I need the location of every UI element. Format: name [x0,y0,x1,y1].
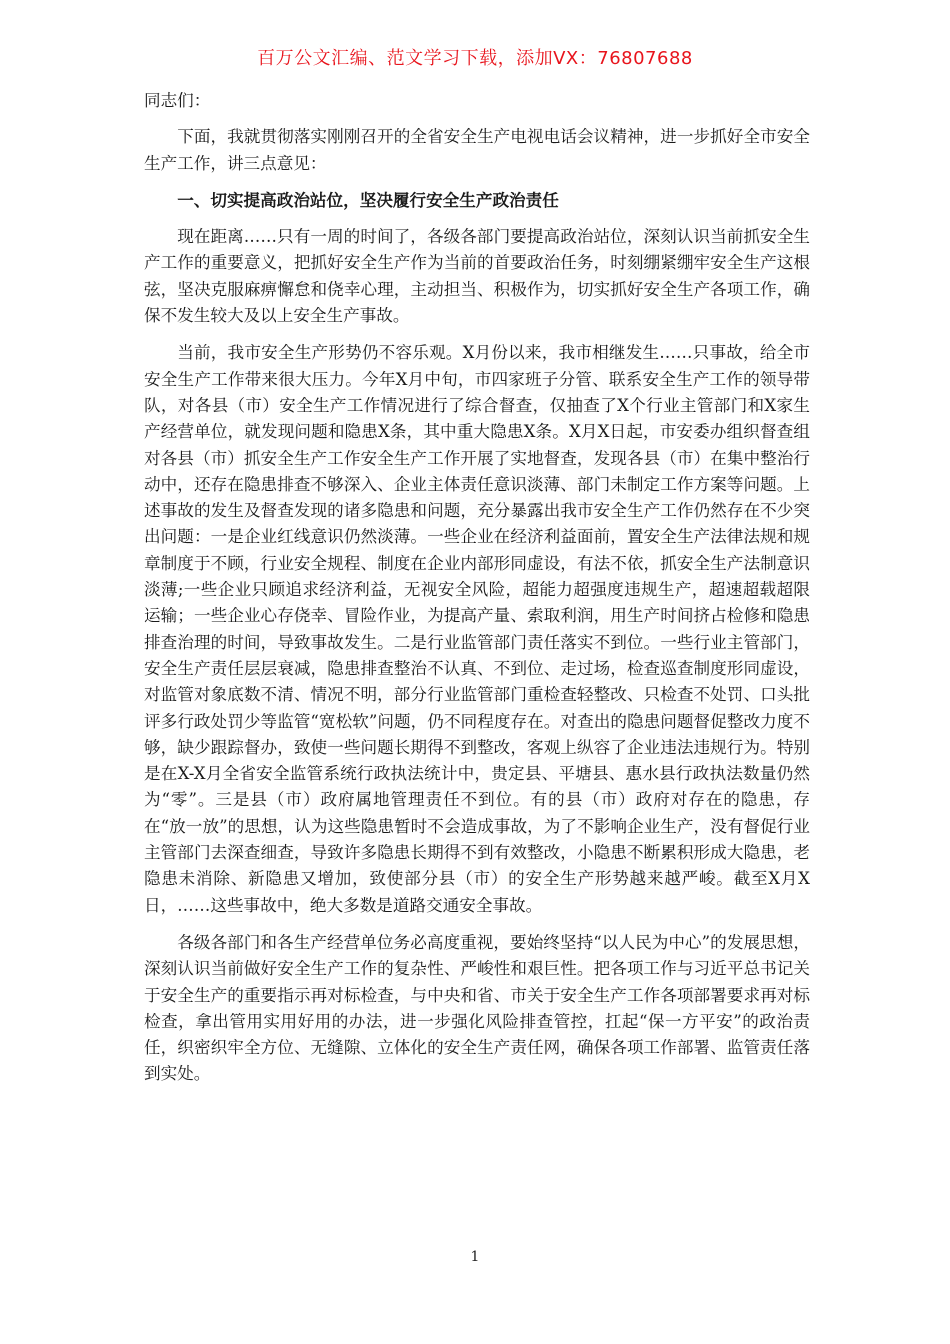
body-paragraph: 各级各部门和各生产经营单位务必高度重视，要始终坚持“以人民为中心”的发展思想，深刻认识当前做好安全生产工作的复杂性、严峻性和艰巨性。把各项工作与习近平总书记关于安全生产的重要指示再对标检查，与中央和省、市关于安全生产工作各项部署要求再对标检查，拿出管用实用好用的办法，进一步强化风险排查管控，扛起“保一方平安”的政治责任，织密织牢全方位、无缝隙、立体化的安全生产责任网，确保各项工作部署、监管责任落到实处。 [144,932,810,1084]
intro-paragraph: 下面，我就贯彻落实刚刚召开的全省安全生产电视电话会议精神，进一步抓好全市安全生产工作，讲三点意见： [144,127,810,173]
body-paragraph: 现在距离……只有一周的时间了，各级各部门要提高政治站位，深刻认识当前抓安全生产工作的重要意义，把抓好安全生产作为当前的首要政治任务，时刻绷紧绷牢安全生产这根弦，坚决克服麻痹懈怠和侥幸心理，主动担当、积极作为，切实抓好安全生产各项工作，确保不发生较大及以上安全生产事故。 [144,227,810,326]
body-paragraph: 当前，我市安全生产形势仍不容乐观。X月份以来，我市相继发生……只事故，给全市安全生产工作带来很大压力。今年X月中旬，市四家班子分管、联系安全生产工作的领导带队，对各县（市）安全生产工作情况进行了综合督查，仅抽查了X个行业主管部门和X家生产经营单位，就发现问题和隐患X条，其中重大隐患X条。X月X日起，市安委办组织督查组对各县（市）抓安全生产工作安全生产工作开展了实地督查，发现各县（市）在集中整治行动中，还存在隐患排查不够深入、企业主体责任意识淡薄、部门未制定工作方案等问题。上述事故的发生及督查发现的诸多隐患和问题，充分暴露出我市安全生产工作仍然存在不少突出问题：一是企业红线意识仍然淡薄。一些企业在经济利益面前，置安全生产法律法规和规章制度于不顾，行业安全规程、制度在企业内部形同虚设，有法不依，抓安全生产法制意识淡薄;一些企业只顾追求经济利益，无视安全风险，超能力超强度违规生产，超速超载超限运输；一些企业心存侥幸、冒险作业，为提高产量、索取利润，用生产时间挤占检修和隐患排查治理的时间，导致事故发生。二是行业监管部门责任落实不到位。一些行业主管部门，安全生产责任层层衰减，隐患排查整治不认真、不到位、走过场，检查巡查制度形同虚设，对监管对象底数不清、情况不明，部分行业监管部门重检查轻整改、只检查不处罚、口头批评多行政处罚少等监管“宽松软”问题，仍不同程度存在。对查出的隐患问题督促整改力度不够，缺少跟踪督办，致使一些问题长期得不到整改，客观上纵容了企业违法违规行为。特别是在X-X月全省安全监管系统行政执法统计中，贵定县、平塘县、惠水县行政执法数量仍然为“零”。三是县（市）政府属地管理责任不到位。有的县（市）政府对存在的隐患，存在“放一放”的思想，认为这些隐患暂时不会造成事故，为了不影响企业生产，没有督促行业主管部门去深查细查，导致许多隐患长期得不到有效整改，小隐患不断累积形成大隐患，老隐患未消除、新隐患又增加，致使部分县（市）的安全生产形势越来越严峻。截至X月X日，……这些事故中，绝大多数是道路交通安全事故。 [144,343,810,915]
page-number: 1 [470,1249,480,1265]
section-heading: 一、切实提高政治站位，坚决履行安全生产政治责任 [177,190,559,210]
greeting: 同志们： [144,91,211,110]
download-banner: 百万公文汇编、范文学习下载，添加VX：76807688 [257,48,693,69]
document-body [144,88,810,1099]
